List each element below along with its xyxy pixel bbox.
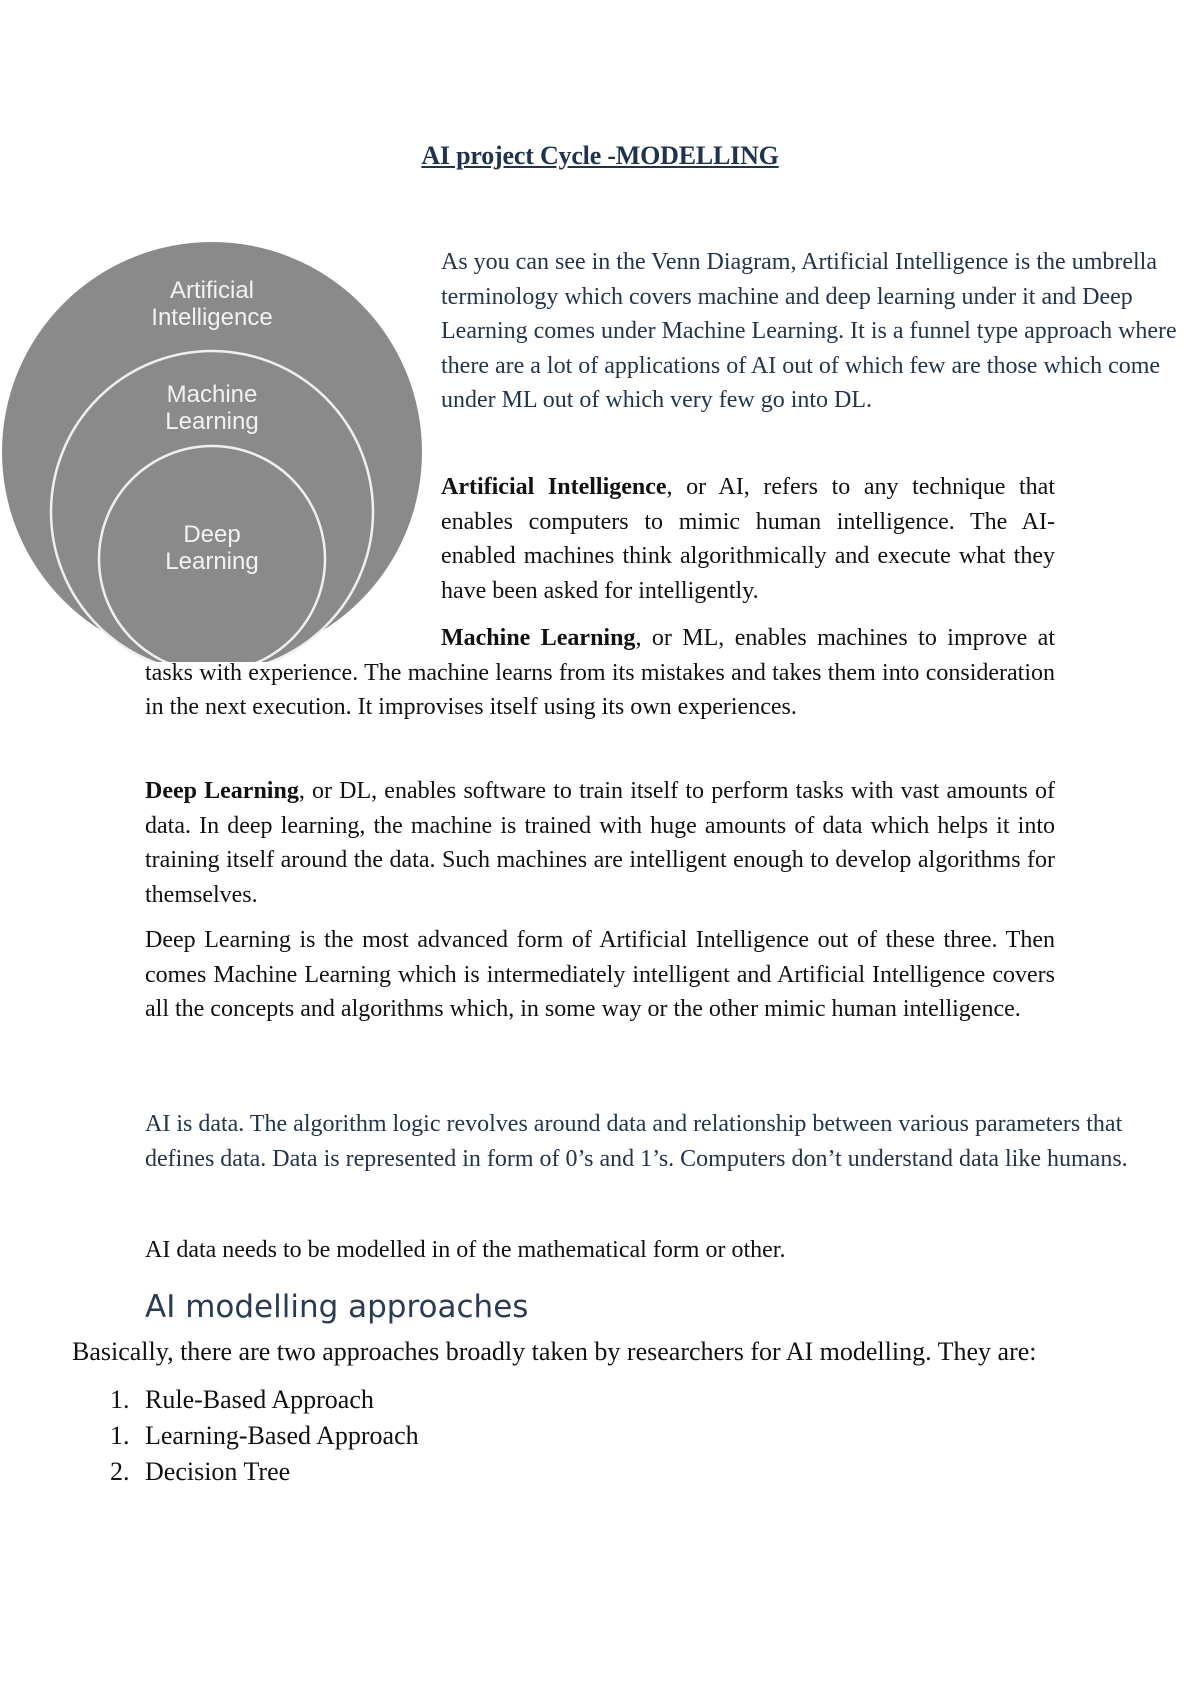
venn-label-ml-line2: Learning (165, 408, 259, 435)
list-item (72, 1382, 772, 1418)
list-number: 2. (110, 1457, 130, 1486)
venn-label-dl-line2: Learning (165, 548, 259, 575)
basic-paragraph: Basically, there are two approaches broadly taken by researchers for AI modelling. They are: (72, 1337, 1037, 1366)
list-label: Rule-Based Approach (145, 1385, 374, 1414)
dl-definition-paragraph (145, 774, 1055, 912)
data-paragraph: AI is data. The algorithm logic revolves around data and relationship between various parameters that defines data. Data is represented in form of 0’s and 1’s. Computers don’t understand data like humans. (145, 1111, 1128, 1172)
summary-paragraph: Deep Learning is the most advanced form of Artificial Intelligence out of these three. Then comes Machine Learning which is intermediately intelligent and Artificial Intelligence covers all the concepts and algorithms which, in some way or the other mimic human intelligence. (145, 927, 1055, 1022)
venn-label-dl-line1: Deep (183, 521, 241, 548)
dl-term: Deep Learning (145, 778, 299, 804)
venn-label-ai-line2: Intelligence (151, 304, 273, 331)
ml-definition-text: , or ML, enables machines to improve at tasks with experience. The machine learns from its mistakes and takes them into consideration in the next execution. It improvises itself using its own experiences. (145, 625, 1056, 720)
approaches-list (72, 1382, 772, 1490)
list-item (72, 1418, 772, 1454)
list-label: Learning-Based Approach (145, 1421, 419, 1450)
list-item (72, 1454, 772, 1490)
ai-definition-paragraph (441, 470, 1055, 608)
venn-label-ml-line1: Machine (166, 381, 258, 408)
model-paragraph: AI data needs to be modelled in of the mathematical form or other. (145, 1237, 786, 1263)
venn-diagram (0, 242, 430, 662)
section-heading: AI modelling approaches (145, 1289, 529, 1325)
list-number: 1. (110, 1421, 130, 1450)
list-label: Decision Tree (145, 1457, 291, 1486)
ml-term: Machine Learning (441, 625, 636, 651)
list-number: 1. (110, 1385, 130, 1414)
venn-label-ai-line1: Artificial (169, 277, 255, 304)
ml-definition-paragraph (145, 621, 1055, 725)
ai-term: Artificial Intelligence (441, 474, 667, 500)
intro-paragraph: As you can see in the Venn Diagram, Artificial Intelligence is the umbrella terminology which covers machine and deep learning under it and Deep Learning comes under Machine Learning. It is a funnel type approach where there are a lot of applications of AI out of which few are those which come under ML out of which very few go into DL. (441, 249, 1177, 413)
ai-definition-text: , or AI, refers to any technique that enables computers to mimic human intelligence. The AI-enabled machines think algorithmically and execute what they have been asked for intelligently. (441, 474, 1055, 604)
dl-definition-text: , or DL, enables software to train itself to perform tasks with vast amounts of data. In deep learning, the machine is trained with huge amounts of data which helps it into training itself around the data. Such machines are intelligent enough to develop algorithms for themselves. (145, 778, 1055, 908)
page-title: AI project Cycle -MODELLING (421, 141, 779, 170)
